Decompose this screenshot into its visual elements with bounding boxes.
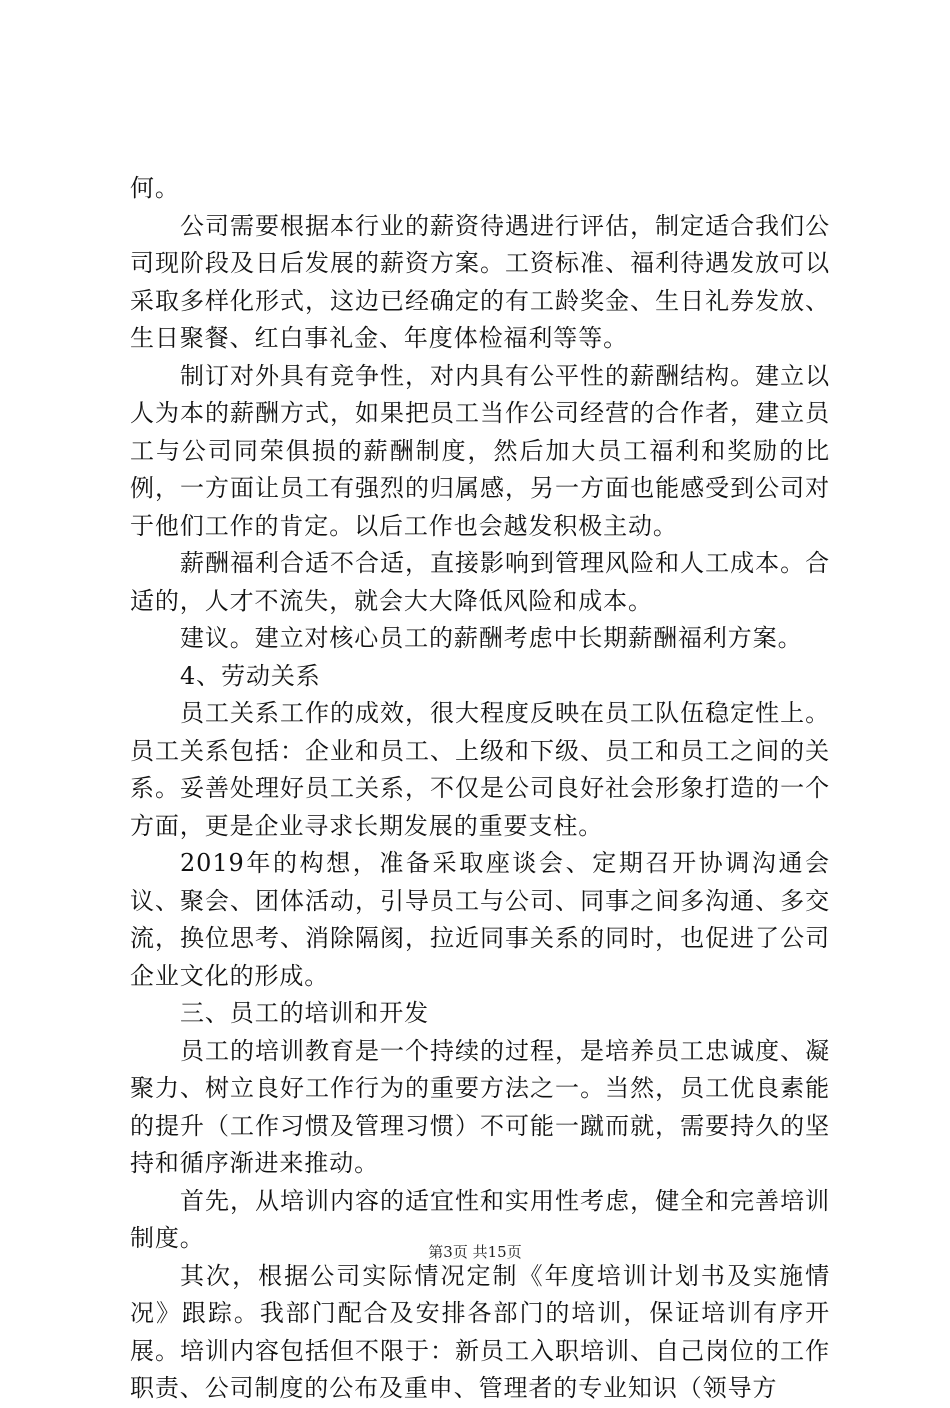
paragraph: 何。 <box>130 174 180 202</box>
paragraph: 员工关系工作的成效，很大程度反映在员工队伍稳定性上。员工关系包括：企业和员工、上级和下级、员工和员工之间的关系。妥善处理好员工关系，不仅是公司良好社会形象打造的一个方面，更是企业寻求长期发展的重要支柱。 <box>130 699 830 840</box>
paragraph: 制订对外具有竞争性，对内具有公平性的薪酬结构。建立以人为本的薪酬方式，如果把员工当作公司经营的合作者，建立员工与公司同荣俱损的薪酬制度，然后加大员工福利和奖励的比例，一方面让员工有强烈的归属感，另一方面也能感受到公司对于他们工作的肯定。以后工作也会越发积极主动。 <box>130 361 830 540</box>
paragraph: 三、员工的培训和开发 <box>180 999 429 1027</box>
paragraph: 建议。建立对核心员工的薪酬考虑中长期薪酬福利方案。 <box>180 624 803 652</box>
paragraph: 首先，从培训内容的适宜性和实用性考虑，健全和完善培训制度。 <box>130 1186 830 1252</box>
document-body <box>130 170 830 1408</box>
paragraph: 4、劳动关系 <box>180 661 321 690</box>
page-footer: 第3页 共15页 <box>428 1243 522 1261</box>
paragraph: 公司需要根据本行业的薪资待遇进行评估，制定适合我们公司现阶段及日后发展的薪资方案。工资标准、福利待遇发放可以采取多样化形式，这边已经确定的有工龄奖金、生日礼券发放、生日聚餐、红白事礼金、年度体检福利等等。 <box>130 211 830 352</box>
paragraph: 2019年的构想，准备采取座谈会、定期召开协调沟通会议、聚会、团体活动，引导员工与公司、同事之间多沟通、多交流，换位思考、消除隔阂，拉近同事关系的同时，也促进了公司企业文化的形成。 <box>130 849 830 990</box>
paragraph: 其次，根据公司实际情况定制《年度培训计划书及实施情况》跟踪。我部门配合及安排各部门的培训，保证培训有序开展。培训内容包括但不限于：新员工入职培训、自己岗位的工作职责、公司制度的公布及重申、管理者的专业知识（领导方 <box>130 1261 830 1402</box>
paragraph: 员工的培训教育是一个持续的过程，是培养员工忠诚度、凝聚力、树立良好工作行为的重要方法之一。当然，员工优良素能的提升（工作习惯及管理习惯）不可能一蹴而就，需要持久的坚持和循序渐进来推动。 <box>130 1036 830 1177</box>
paragraph: 薪酬福利合适不合适，直接影响到管理风险和人工成本。合适的，人才不流失，就会大大降低风险和成本。 <box>130 549 830 615</box>
